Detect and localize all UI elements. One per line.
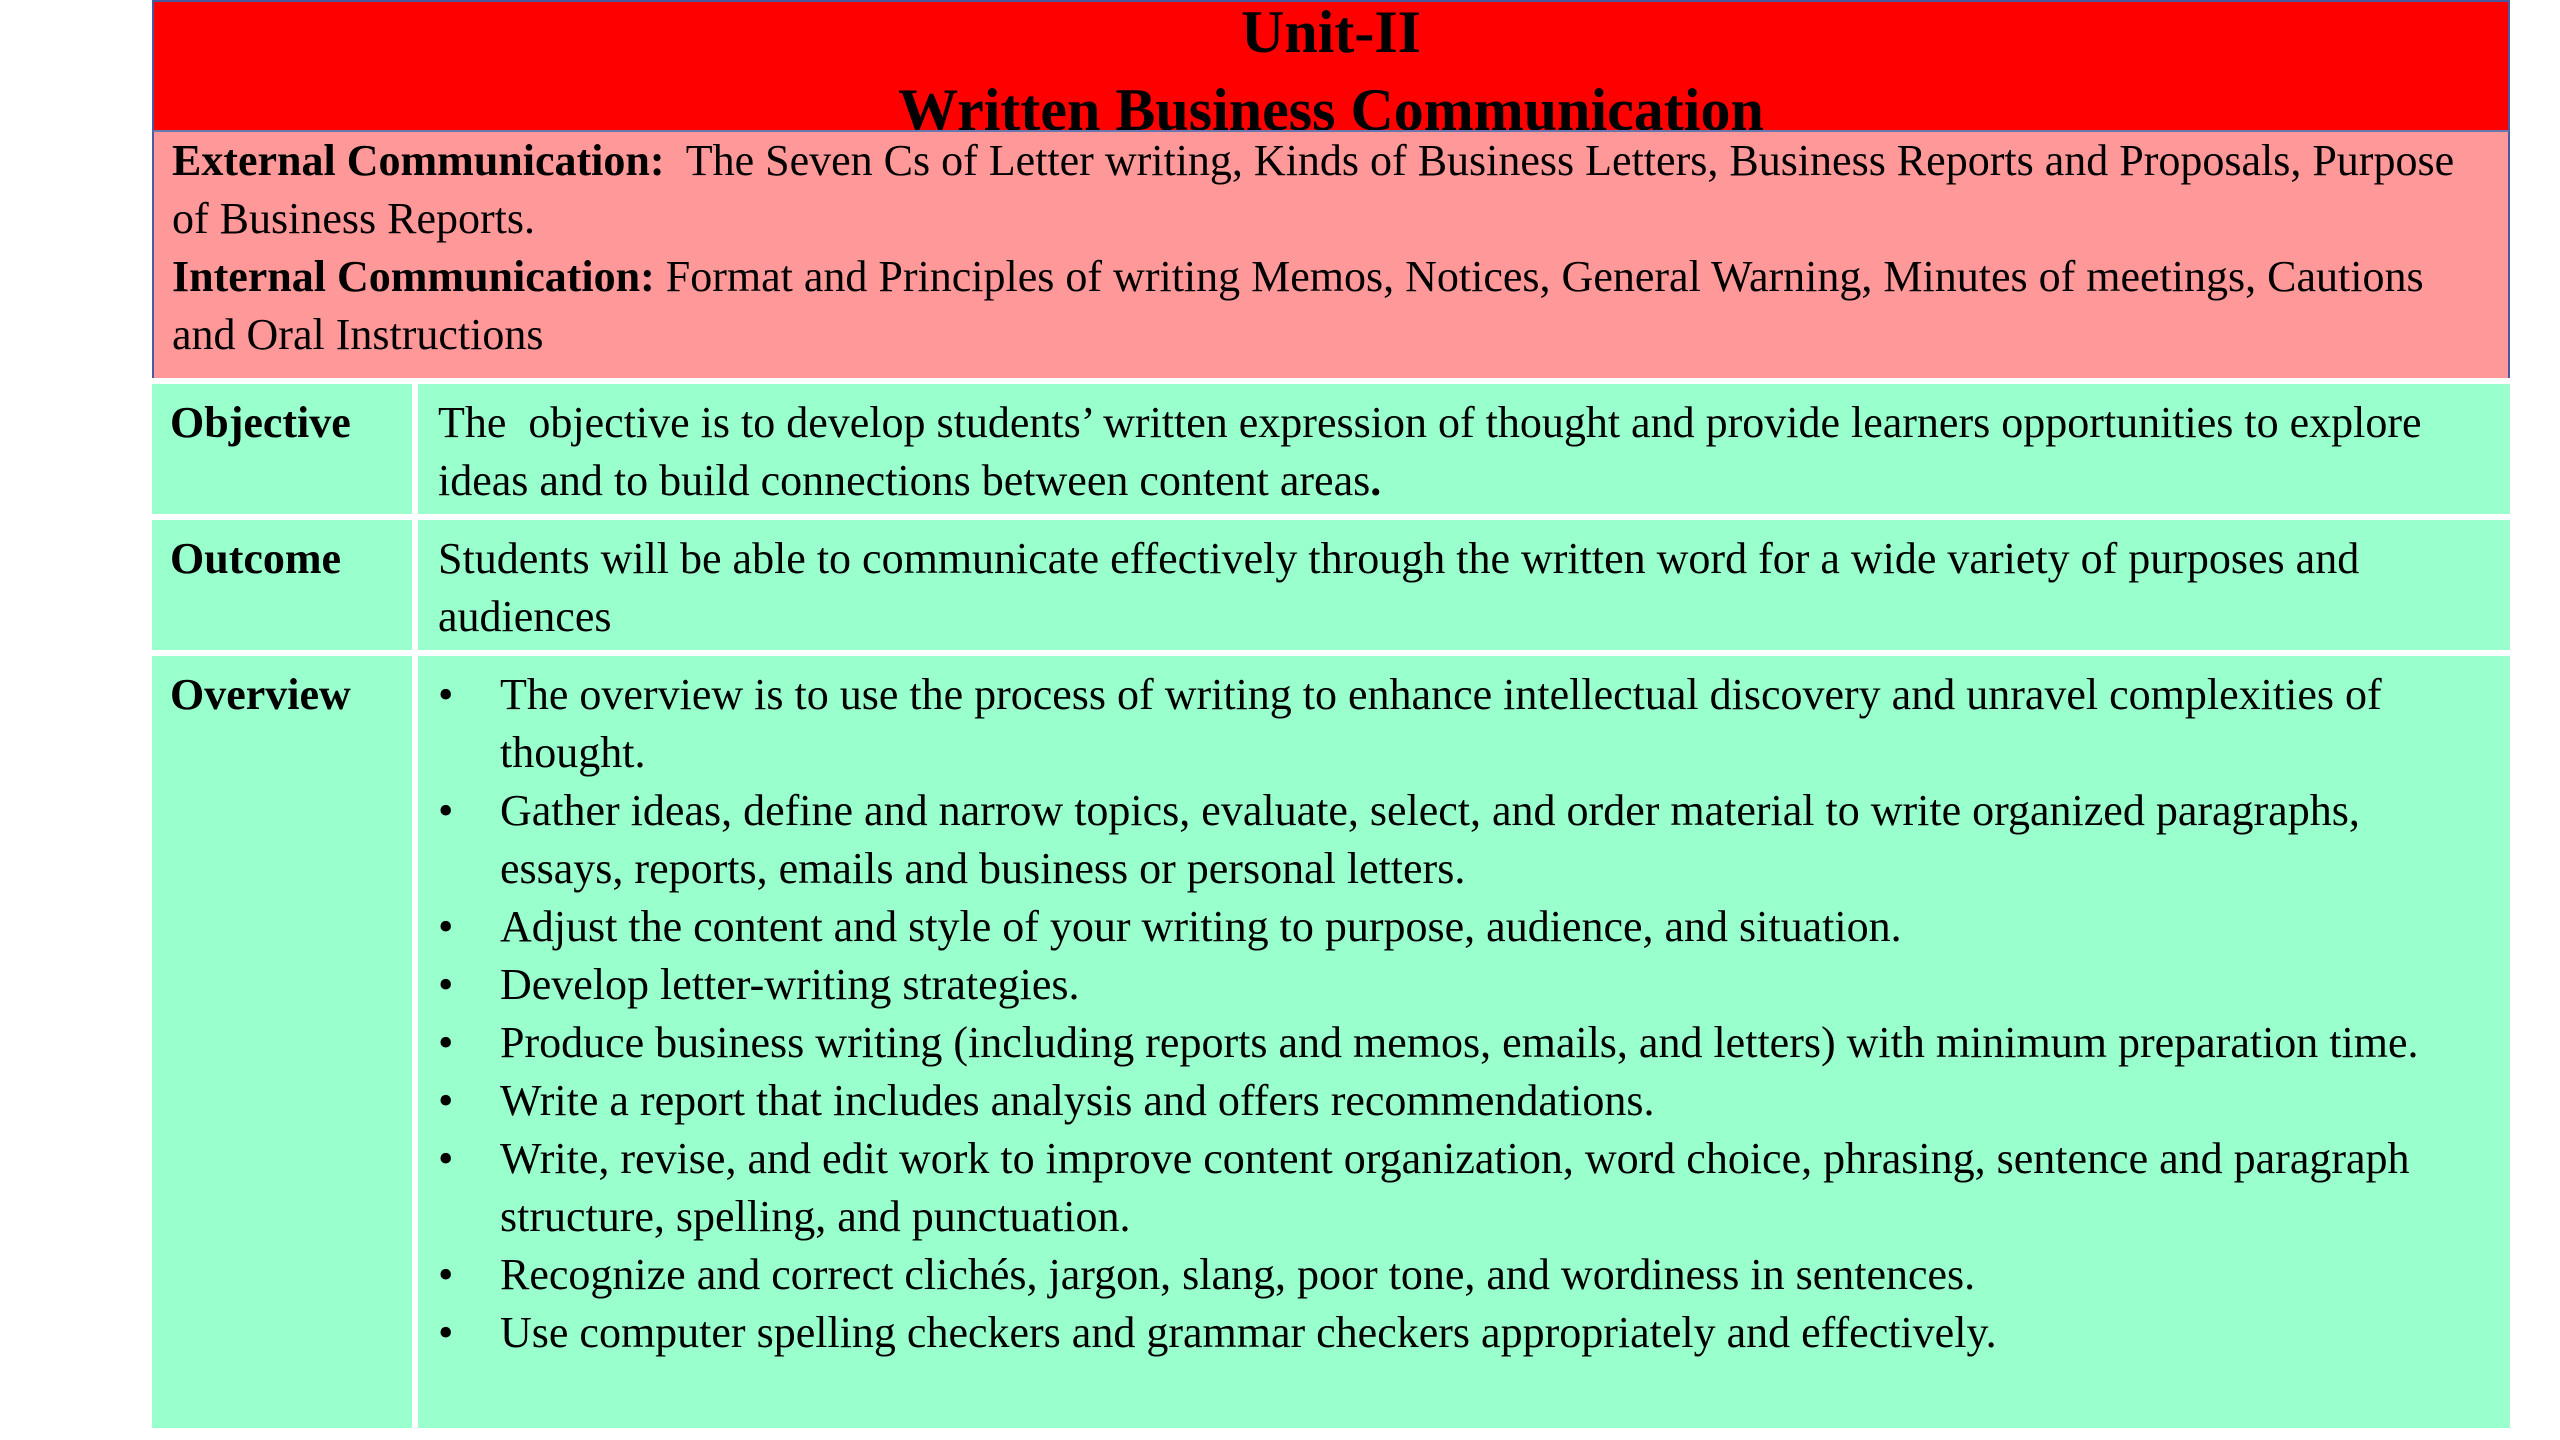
syllabus-table <box>152 0 2510 1428</box>
list-item-text: Gather ideas, define and narrow topics, evaluate, select, and order material to write organized paragraphs, essays, reports, emails and business or personal letters. <box>500 786 2360 893</box>
bullet-icon: • <box>438 786 454 835</box>
external-communication <box>172 132 2490 248</box>
bullet-icon: • <box>438 1018 454 1067</box>
unit-subtitle: Written Business Communication <box>898 77 1764 132</box>
external-communication-label: External Communication: <box>172 136 665 185</box>
objective-content <box>418 384 2510 514</box>
external-communication-text: The Seven Cs of Letter writing, Kinds of Business Letters, Business Reports and Proposals, Purpose of Business Reports. <box>172 136 2466 243</box>
bullet-icon: • <box>438 1250 454 1299</box>
objective-row <box>152 378 2510 514</box>
unit-title: Unit-II <box>1240 0 1422 65</box>
list-item-text: Develop letter-writing strategies. <box>500 960 1080 1009</box>
list-item-text: Write a report that includes analysis and offers recommendations. <box>500 1076 1655 1125</box>
list-item <box>438 1072 2480 1130</box>
list-item-text: Recognize and correct clichés, jargon, slang, poor tone, and wordiness in sentences. <box>500 1250 1976 1299</box>
list-item <box>438 782 2480 898</box>
list-item <box>438 898 2480 956</box>
outcome-label: Outcome <box>152 520 418 650</box>
internal-communication-label: Internal Communication: <box>172 252 655 301</box>
list-item-text: Produce business writing (including reports and memos, emails, and letters) with minimum preparation time. <box>500 1018 2419 1067</box>
bullet-icon: • <box>438 1076 454 1125</box>
outcome-row <box>152 514 2510 650</box>
unit-header <box>152 0 2510 132</box>
bullet-icon: • <box>438 1308 454 1357</box>
list-item <box>438 956 2480 1014</box>
overview-list <box>438 666 2480 1362</box>
bullet-icon: • <box>438 902 454 951</box>
overview-row <box>152 650 2510 1428</box>
list-item <box>438 1246 2480 1304</box>
objective-text: The objective is to develop students’ written expression of thought and provide learners opportunities to explore ideas and to build connections between content areas <box>438 398 2433 505</box>
bullet-icon: • <box>438 960 454 1009</box>
list-item <box>438 1304 2480 1362</box>
bullet-icon: • <box>438 670 454 719</box>
list-item <box>438 1130 2480 1246</box>
list-item-text: Adjust the content and style of your writing to purpose, audience, and situation. <box>500 902 1902 951</box>
list-item <box>438 1014 2480 1072</box>
list-item <box>438 666 2480 782</box>
objective-label: Objective <box>152 384 418 514</box>
objective-end-mark: . <box>1370 456 1382 505</box>
overview-content <box>418 656 2510 1428</box>
outcome-text: Students will be able to communicate effectively through the written word for a wide variety of purposes and audiences <box>438 534 2360 641</box>
communication-topics <box>152 132 2510 378</box>
bullet-icon: • <box>438 1134 454 1183</box>
list-item-text: Use computer spelling checkers and grammar checkers appropriately and effectively. <box>500 1308 1997 1357</box>
internal-communication-text: Format and Principles of writing Memos, Notices, General Warning, Minutes of meetings, Cautions and Oral Instructions <box>172 252 2435 359</box>
list-item-text: Write, revise, and edit work to improve content organization, word choice, phrasing, sentence and paragraph structure, spelling, and punctuation. <box>500 1134 2410 1241</box>
list-item-text: The overview is to use the process of writing to enhance intellectual discovery and unravel complexities of thought. <box>500 670 2382 777</box>
internal-communication <box>172 248 2490 364</box>
overview-label: Overview <box>152 656 418 1428</box>
